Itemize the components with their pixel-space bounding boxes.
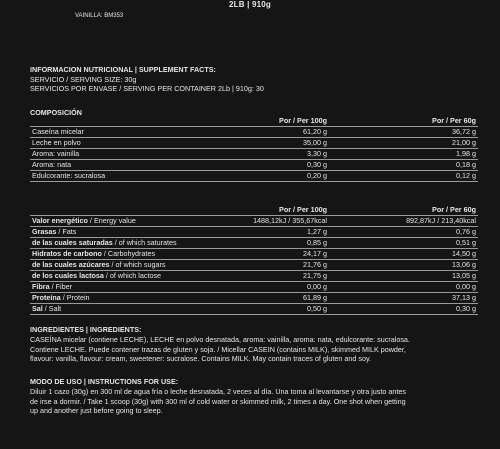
table-row: de los cuales lactosa / of which lactose 21,75 g 13,05 g [32, 271, 476, 280]
nutrient-name-en: of which lactose [109, 271, 162, 280]
row-value-100g: 21,76 g [214, 260, 329, 271]
row-label: Leche en polvo [30, 138, 214, 149]
package-weight: 2LB | 910g [228, 0, 272, 9]
row-value-60g: 1,98 g [363, 149, 478, 160]
nutrition-col-60g: Por / Per 60g [363, 205, 478, 216]
row-label: Aroma: nata [30, 160, 214, 171]
row-label: Caseína micelar [30, 127, 214, 138]
row-value-60g: 13,05 g [363, 271, 478, 282]
ingredients-text [30, 335, 410, 364]
nutrition-header-row [30, 205, 478, 216]
row-value-60g: 0,12 g [363, 171, 478, 182]
table-row: de las cuales saturadas / of which saturates 0,85 g 0,51 g [32, 238, 476, 247]
nutrient-name-es: Grasas [32, 227, 57, 236]
row-value-100g: 61,20 g [214, 127, 329, 138]
table-row: de las cuales azúcares / of which sugars 21,76 g 13,06 g [32, 260, 476, 269]
composition-col-100g: Por / Per 100g [214, 116, 329, 127]
row-value-100g: 24,17 g [214, 249, 329, 260]
row-value-100g: 0,50 g [214, 304, 329, 315]
table-row: Proteína / Protein 61,89 g 37,13 g [32, 293, 476, 302]
nutrient-name-en: Energy value [93, 216, 136, 225]
nutrition-col-100g: Por / Per 100g [214, 205, 329, 216]
row-value-60g: 0,00 g [363, 282, 478, 293]
table-row [30, 127, 478, 138]
row-label: Aroma: vainilla [30, 149, 214, 160]
usage-line: Diluir 1 cazo (30g) en 300 ml de agua fría o leche desnatada, 2 veces al día. Una toma al levantarse y otra justo antes [30, 387, 406, 396]
nutrient-name-es: de las cuales azúcares [32, 260, 110, 269]
composition-col-60g: Por / Per 60g [363, 116, 478, 127]
row-value-60g: 0,30 g [363, 304, 478, 315]
table-row: Grasas / Fats 1,27 g 0,76 g [32, 227, 476, 236]
row-value-60g: 14,50 g [363, 249, 478, 260]
nutrition-table [30, 205, 478, 315]
ingredients-title: INGREDIENTES | INGREDIENTS: [30, 325, 142, 334]
table-row [30, 160, 478, 171]
product-code: VAINILLA: BM353 [75, 13, 124, 19]
usage-line: up and another just before going to sleep. [30, 406, 163, 416]
row-value-100g: 61,89 g [214, 293, 329, 304]
ingredients-line: CASEÍNA micelar (contiene LECHE), LECHE en polvo desnatada, aroma: vainilla, aroma: nata, edulcorante: sucralosa. [30, 335, 410, 344]
table-row: Fibra / Fiber 0,00 g 0,00 g [32, 282, 476, 291]
nutrient-name-en: Carbohydrates [107, 249, 156, 258]
serving-size: SERVICIO / SERVING SIZE: 30g [30, 75, 137, 84]
nutrient-name-en: Salt [48, 304, 62, 313]
nutrient-name-es: Hidratos de carbono [32, 249, 102, 258]
row-value-60g: 21,00 g [363, 138, 478, 149]
nutrient-name-es: Fibra [32, 282, 50, 291]
row-value-100g: 1488,12kJ / 355,67kcal [214, 216, 329, 227]
nutrient-name-en: of which saturates [118, 238, 177, 247]
supplement-facts-title: INFORMACION NUTRICIONAL | SUPPLEMENT FACTS: [30, 65, 216, 74]
table-row: Hidratos de carbono / Carbohydrates 24,17 g 14,50 g [32, 249, 476, 258]
table-row [30, 149, 478, 160]
table-row: Valor energético / Energy value 1488,12kJ / 355,67kcal 892,87kJ / 213,40kcal [32, 216, 476, 225]
row-value-100g: 0,20 g [214, 171, 329, 182]
usage-line: de irse a dormir. / Take 1 scoop (30g) with 300 ml of cold water or skimmed milk, 2 times a day. One shot when getting [30, 396, 406, 406]
row-value-100g: 0,00 g [214, 282, 329, 293]
nutrient-name-es: de los cuales lactosa [32, 271, 104, 280]
nutrient-name-es: Sal [32, 304, 43, 313]
ingredients-line: Contiene LECHE. Puede contener trazas de gluten y soja. / Micellar CASEIN (contains MILK), skimmed MILK powder, [30, 344, 406, 354]
nutrient-name-en: Fats [62, 227, 77, 236]
row-value-100g: 0,30 g [214, 160, 329, 171]
ingredients-line: flavour: vanilla, flavour: cream, sweetener: sucralose. Contains MILK. May contain traces of gluten and soy. [30, 354, 372, 364]
row-label: Edulcorante: sucralosa [30, 171, 214, 182]
usage-title: MODO DE USO | INSTRUCTIONS FOR USE: [30, 377, 179, 386]
servings-per-container: SERVICIOS POR ENVASE / SERVING PER CONTAINER 2Lb | 910g: 30 [30, 84, 264, 93]
table-row: Sal / Salt 0,50 g 0,30 g [32, 304, 476, 313]
nutrient-name-en: of which sugars [115, 260, 166, 269]
row-value-100g: 0,85 g [214, 238, 329, 249]
composition-header-row [30, 116, 478, 127]
nutrient-name-es: Valor energético [32, 216, 88, 225]
row-value-60g: 0,18 g [363, 160, 478, 171]
nutrient-name-en: Fiber [55, 282, 72, 291]
row-value-100g: 3,30 g [214, 149, 329, 160]
table-row [30, 171, 478, 182]
usage-text [30, 387, 406, 416]
row-value-60g: 892,87kJ / 213,40kcal [363, 216, 478, 227]
composition-title: COMPOSICIÓN [30, 108, 82, 117]
row-value-100g: 21,75 g [214, 271, 329, 282]
composition-table [30, 116, 478, 182]
row-value-100g: 35,00 g [214, 138, 329, 149]
row-value-60g: 13,06 g [363, 260, 478, 271]
nutrient-name-en: Protein [66, 293, 90, 302]
nutrient-name-es: Proteína [32, 293, 61, 302]
nutrient-name-es: de las cuales saturadas [32, 238, 113, 247]
row-value-60g: 37,13 g [363, 293, 478, 304]
row-value-60g: 0,76 g [363, 227, 478, 238]
row-value-100g: 1,27 g [214, 227, 329, 238]
table-row [30, 138, 478, 149]
row-value-60g: 36,72 g [363, 127, 478, 138]
row-value-60g: 0,51 g [363, 238, 478, 249]
